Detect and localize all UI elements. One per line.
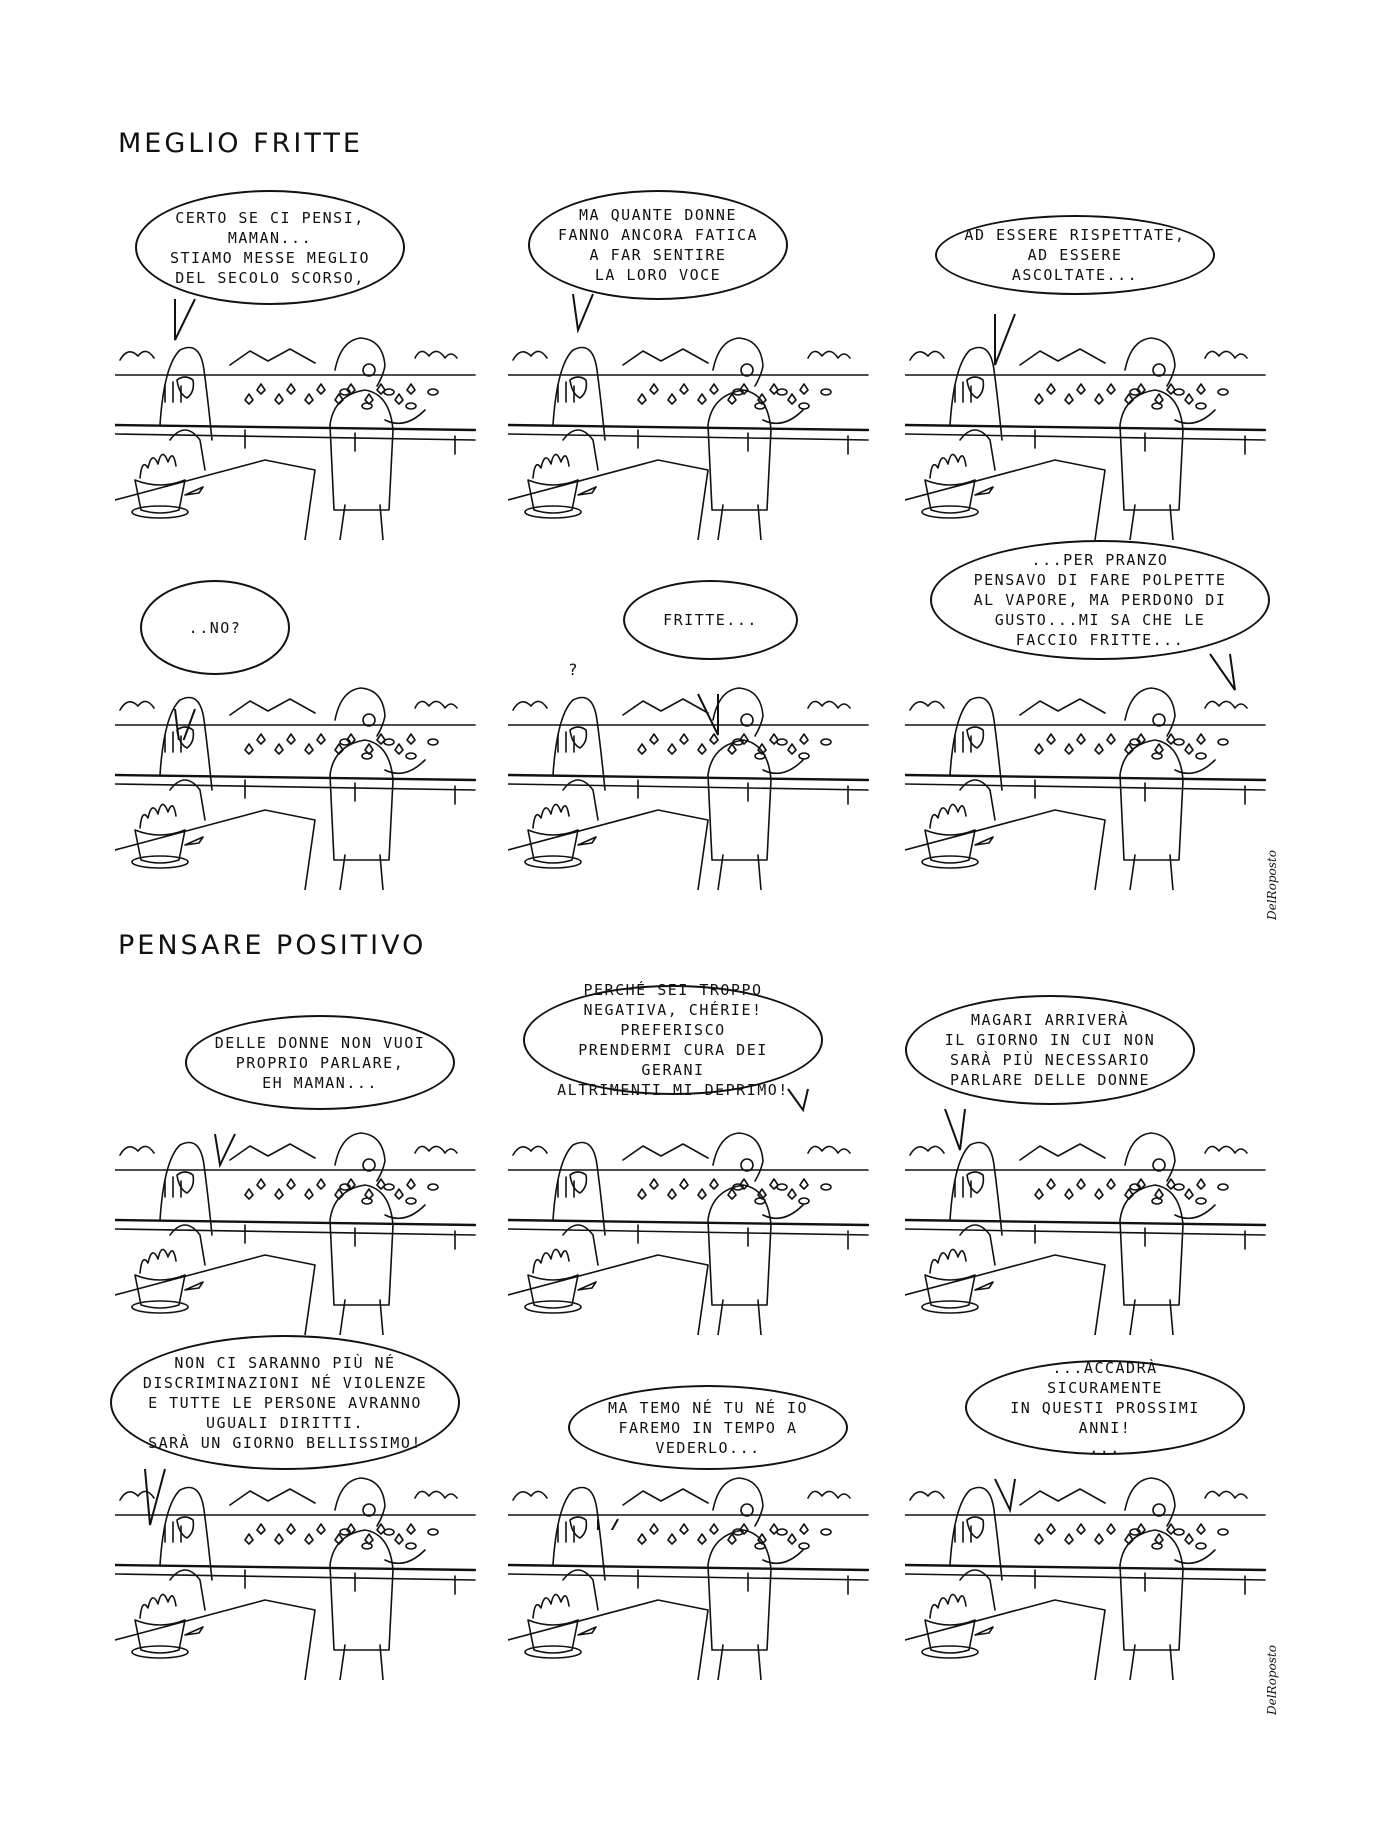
- artist-signature: DelRoposto: [1265, 850, 1279, 920]
- speech-balloon: DELLE DONNE NON VUOI PROPRIO PARLARE, EH MAMAN...: [185, 1015, 455, 1110]
- comic-panel-1-5: [508, 540, 878, 880]
- speech-balloon: NON CI SARANNO PIÙ NÉ DISCRIMINAZIONI NÉ VIOLENZE E TUTTE LE PERSONE AVRANNO UGUALI DIRITTI. SARÀ UN GIORNO BELLISSIMO!: [110, 1335, 460, 1470]
- strip-title-pensare-positivo: PENSARE POSITIVO: [118, 930, 427, 961]
- balcony-scene-illustration: [115, 1470, 485, 1684]
- strip-title-meglio-fritte: MEGLIO FRITTE: [118, 128, 363, 159]
- speech-balloon: FRITTE...: [623, 580, 798, 660]
- comic-panel-2-3: [905, 985, 1275, 1325]
- balcony-scene-illustration: [508, 330, 878, 544]
- speech-balloon: ...ACCADRÀ SICURAMENTE IN QUESTI PROSSIMI ANNI! ...: [965, 1360, 1245, 1455]
- comic-panel-1-4: [115, 540, 485, 880]
- balcony-scene-illustration: [905, 330, 1275, 544]
- balcony-scene-illustration: [905, 680, 1275, 894]
- speech-balloon: PERCHÉ SEI TROPPO NEGATIVA, CHÉRIE! PREFERISCO PRENDERMI CURA DEI GERANI ALTRIMENTI MI DEPRIMO!: [523, 985, 823, 1095]
- balcony-scene-illustration: [905, 1125, 1275, 1339]
- balcony-scene-illustration: [115, 330, 485, 544]
- balcony-scene-illustration: [905, 1470, 1275, 1684]
- speech-balloon: ..NO?: [140, 580, 290, 675]
- comic-panel-2-6: [905, 1330, 1275, 1670]
- comic-panel-2-5: [508, 1330, 878, 1670]
- balcony-scene-illustration: [508, 1470, 878, 1684]
- comic-panel-2-1: [115, 985, 485, 1325]
- comic-panel-2-2: [508, 981, 878, 1325]
- comic-panel-1-1: [115, 190, 485, 530]
- speech-balloon: MA TEMO NÉ TU NÉ IO FAREMO IN TEMPO A VEDERLO...: [568, 1385, 848, 1470]
- comic-panel-2-4: [115, 1330, 485, 1670]
- comic-panel-1-6: [905, 540, 1275, 880]
- balcony-scene-illustration: [508, 680, 878, 894]
- comic-panel-1-3: [905, 190, 1275, 530]
- speech-balloon: AD ESSERE RISPETTATE, AD ESSERE ASCOLTATE...: [935, 215, 1215, 295]
- question-mark: ?: [568, 660, 578, 679]
- speech-balloon: CERTO SE CI PENSI, MAMAN... STIAMO MESSE MEGLIO DEL SECOLO SCORSO,: [135, 190, 405, 305]
- balcony-scene-illustration: [508, 1125, 878, 1339]
- balcony-scene-illustration: [115, 1125, 485, 1339]
- comic-panel-1-2: [508, 190, 878, 530]
- balcony-scene-illustration: [115, 680, 485, 894]
- speech-balloon: MA QUANTE DONNE FANNO ANCORA FATICA A FAR SENTIRE LA LORO VOCE: [528, 190, 788, 300]
- speech-balloon: MAGARI ARRIVERÀ IL GIORNO IN CUI NON SARÀ PIÙ NECESSARIO PARLARE DELLE DONNE: [905, 995, 1195, 1105]
- artist-signature: DelRoposto: [1265, 1645, 1279, 1715]
- speech-balloon: ...PER PRANZO PENSAVO DI FARE POLPETTE AL VAPORE, MA PERDONO DI GUSTO...MI SA CHE LE FACCIO FRITTE...: [930, 540, 1270, 660]
